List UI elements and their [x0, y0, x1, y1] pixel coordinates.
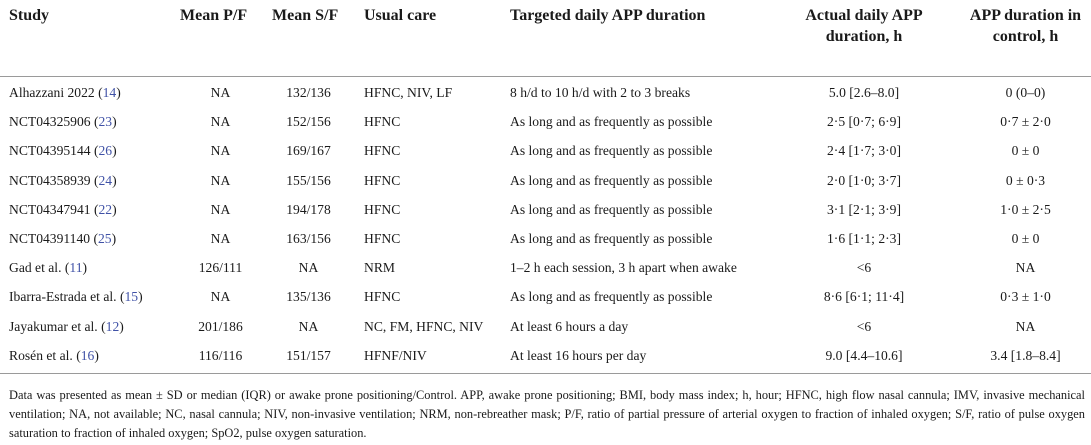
cell-study: NCT04325906 (23) — [9, 114, 117, 130]
cell-mean-pf: NA — [210, 85, 231, 100]
cell-actual-duration: 2·5 [0·7; 6·9] — [827, 114, 901, 130]
cell-mean-pf: 116/116 — [198, 347, 243, 363]
cell-mean-sf: 132/136 — [286, 85, 331, 100]
cell-actual-duration: 9.0 [4.4–10.6] — [825, 347, 903, 363]
reference-link[interactable]: 25 — [98, 231, 112, 246]
header-actual-duration-line2: duration, h — [825, 28, 903, 45]
cell-targeted-duration: 8 h/d to 10 h/d with 2 to 3 breaks — [510, 85, 691, 100]
header-mean-sf: Mean S/F — [272, 7, 339, 24]
cell-actual-duration: 2·0 [1·0; 3·7] — [827, 172, 901, 188]
table-row — [0, 114, 1091, 143]
table-row — [0, 289, 1091, 318]
cell-study: Ibarra-Estrada et al. (15) — [9, 289, 143, 305]
cell-usual-care: HFNC — [364, 201, 401, 217]
table-row — [0, 260, 1091, 289]
cell-actual-duration: 2·4 [1·7; 3·0] — [827, 143, 901, 159]
cell-usual-care: HFNC — [364, 114, 401, 130]
cell-mean-sf: 135/136 — [286, 289, 331, 305]
cell-mean-sf: NA — [298, 260, 319, 276]
cell-actual-duration: 8·6 [6·1; 11·4] — [823, 289, 905, 305]
study-name: Rosén et al. — [9, 347, 73, 363]
cell-control-duration: 0 (0–0) — [1005, 85, 1046, 100]
table-row — [0, 173, 1091, 202]
reference-link[interactable]: 16 — [80, 347, 95, 363]
cell-control-duration: 0 ± 0 — [1011, 143, 1040, 159]
cell-mean-sf: 169/167 — [286, 143, 331, 159]
cell-mean-sf: NA — [298, 318, 319, 334]
study-name: Alhazzani 2022 — [9, 85, 95, 100]
footer-rule — [0, 373, 1091, 374]
cell-study: NCT04358939 (24) — [9, 172, 117, 188]
study-name: Gad et al. — [9, 260, 62, 276]
cell-study: NCT04391140 (25) — [9, 231, 117, 246]
cell-targeted-duration: As long and as frequently as possible — [510, 114, 713, 130]
cell-mean-pf: NA — [210, 114, 231, 130]
header-study: Study — [9, 7, 50, 24]
cell-control-duration: NA — [1015, 318, 1036, 334]
cell-actual-duration: <6 — [856, 260, 872, 276]
cell-mean-pf: NA — [210, 172, 231, 188]
cell-control-duration: NA — [1015, 260, 1036, 276]
cell-usual-care: HFNC, NIV, LF — [364, 85, 453, 100]
cell-targeted-duration: As long and as frequently as possible — [510, 289, 713, 305]
reference-link[interactable]: 26 — [98, 143, 113, 159]
cell-mean-sf: 155/156 — [286, 172, 331, 188]
table-row — [0, 85, 1091, 114]
cell-usual-care: HFNF/NIV — [364, 347, 427, 363]
reference-link[interactable]: 12 — [105, 318, 120, 334]
cell-targeted-duration: At least 16 hours per day — [510, 347, 647, 363]
cell-usual-care: NRM — [364, 260, 395, 276]
table-row — [0, 231, 1091, 260]
cell-actual-duration: 1·6 [1·1; 2·3] — [827, 231, 901, 246]
cell-actual-duration: <6 — [856, 318, 872, 334]
study-name: NCT04358939 — [9, 172, 91, 188]
reference-link[interactable]: 14 — [102, 85, 117, 100]
cell-control-duration: 0 ± 0·3 — [1005, 172, 1046, 188]
cell-targeted-duration: As long and as frequently as possible — [510, 172, 713, 188]
cell-study: Rosén et al. (16) — [9, 347, 99, 363]
cell-actual-duration: 5.0 [2.6–8.0] — [828, 85, 900, 100]
cell-mean-sf: 194/178 — [286, 201, 331, 217]
table-row — [0, 319, 1091, 348]
table-header — [0, 0, 1091, 76]
cell-actual-duration: 3·1 [2·1; 3·9] — [827, 201, 901, 217]
study-name: NCT04391140 — [9, 231, 91, 246]
cell-mean-pf: NA — [210, 289, 231, 305]
header-control-duration-line1: APP duration in — [969, 7, 1082, 24]
reference-link[interactable]: 24 — [98, 172, 113, 188]
reference-link[interactable]: 22 — [98, 201, 113, 217]
cell-study: NCT04347941 (22) — [9, 201, 117, 217]
header-targeted-duration: Targeted daily APP duration — [510, 7, 706, 24]
table-footnote: Data was presented as mean ± SD or median (IQR) or awake prone positioning/Control. APP, awake prone positioning; BMI, body mass index; h, hour; HFNC, high flow nasal cannula; IMV, invasive mechanical ventilation; NA, not available; NC, nasal cannula; NIV, non-invasive ventilation; NRM, non-rebreather mask; P/F, ratio of partial pressure of arterial oxygen to fraction of inhaled oxygen; S/F, ratio of pulse oxygen saturation to fraction of inhaled oxygen; SpO2, pulse oxygen saturation. — [9, 388, 1085, 440]
cell-usual-care: NC, FM, HFNC, NIV — [364, 318, 484, 334]
cell-study: Gad et al. (11) — [9, 260, 88, 276]
cell-targeted-duration: As long and as frequently as possible — [510, 231, 713, 246]
cell-study: NCT04395144 (26) — [9, 143, 117, 159]
reference-link[interactable]: 11 — [69, 260, 83, 276]
study-name: Ibarra-Estrada et al. — [9, 289, 117, 305]
cell-control-duration: 1·0 ± 2·5 — [1000, 201, 1051, 217]
cell-targeted-duration: At least 6 hours a day — [510, 318, 629, 334]
header-control-duration-line2: control, h — [992, 28, 1059, 45]
reference-link[interactable]: 23 — [98, 114, 113, 130]
cell-mean-pf: NA — [210, 143, 231, 159]
cell-mean-sf: 163/156 — [286, 231, 331, 246]
cell-mean-pf: 126/111 — [198, 260, 243, 276]
cell-targeted-duration: As long and as frequently as possible — [510, 201, 713, 217]
cell-targeted-duration: As long and as frequently as possible — [510, 143, 713, 159]
cell-mean-pf: NA — [210, 231, 231, 246]
reference-link[interactable]: 15 — [124, 289, 139, 305]
table-row — [0, 143, 1091, 172]
study-name: Jayakumar et al. — [9, 318, 98, 334]
study-name: NCT04325906 — [9, 114, 91, 130]
cell-usual-care: HFNC — [364, 231, 401, 246]
cell-control-duration: 0 ± 0 — [1011, 231, 1040, 246]
cell-study: Jayakumar et al. (12) — [9, 318, 124, 334]
header-usual-care: Usual care — [364, 7, 437, 24]
cell-control-duration: 3.4 [1.8–8.4] — [990, 347, 1061, 363]
cell-mean-pf: NA — [210, 201, 231, 217]
cell-targeted-duration: 1–2 h each session, 3 h apart when awake — [510, 260, 737, 276]
cell-mean-sf: 152/156 — [286, 114, 331, 130]
header-actual-duration-line1: Actual daily APP — [805, 7, 923, 24]
cell-usual-care: HFNC — [364, 143, 401, 159]
header-mean-pf: Mean P/F — [180, 7, 248, 24]
cell-mean-sf: 151/157 — [286, 347, 331, 363]
cell-study: Alhazzani 2022 (14) — [9, 85, 121, 100]
header-rule — [0, 76, 1091, 77]
cell-control-duration: 0·3 ± 1·0 — [1000, 289, 1051, 305]
study-name: NCT04395144 — [9, 143, 91, 159]
cell-control-duration: 0·7 ± 2·0 — [1000, 114, 1051, 130]
study-name: NCT04347941 — [9, 201, 91, 217]
cell-usual-care: HFNC — [364, 289, 401, 305]
cell-usual-care: HFNC — [364, 172, 401, 188]
cell-mean-pf: 201/186 — [198, 318, 243, 334]
table-row — [0, 202, 1091, 231]
